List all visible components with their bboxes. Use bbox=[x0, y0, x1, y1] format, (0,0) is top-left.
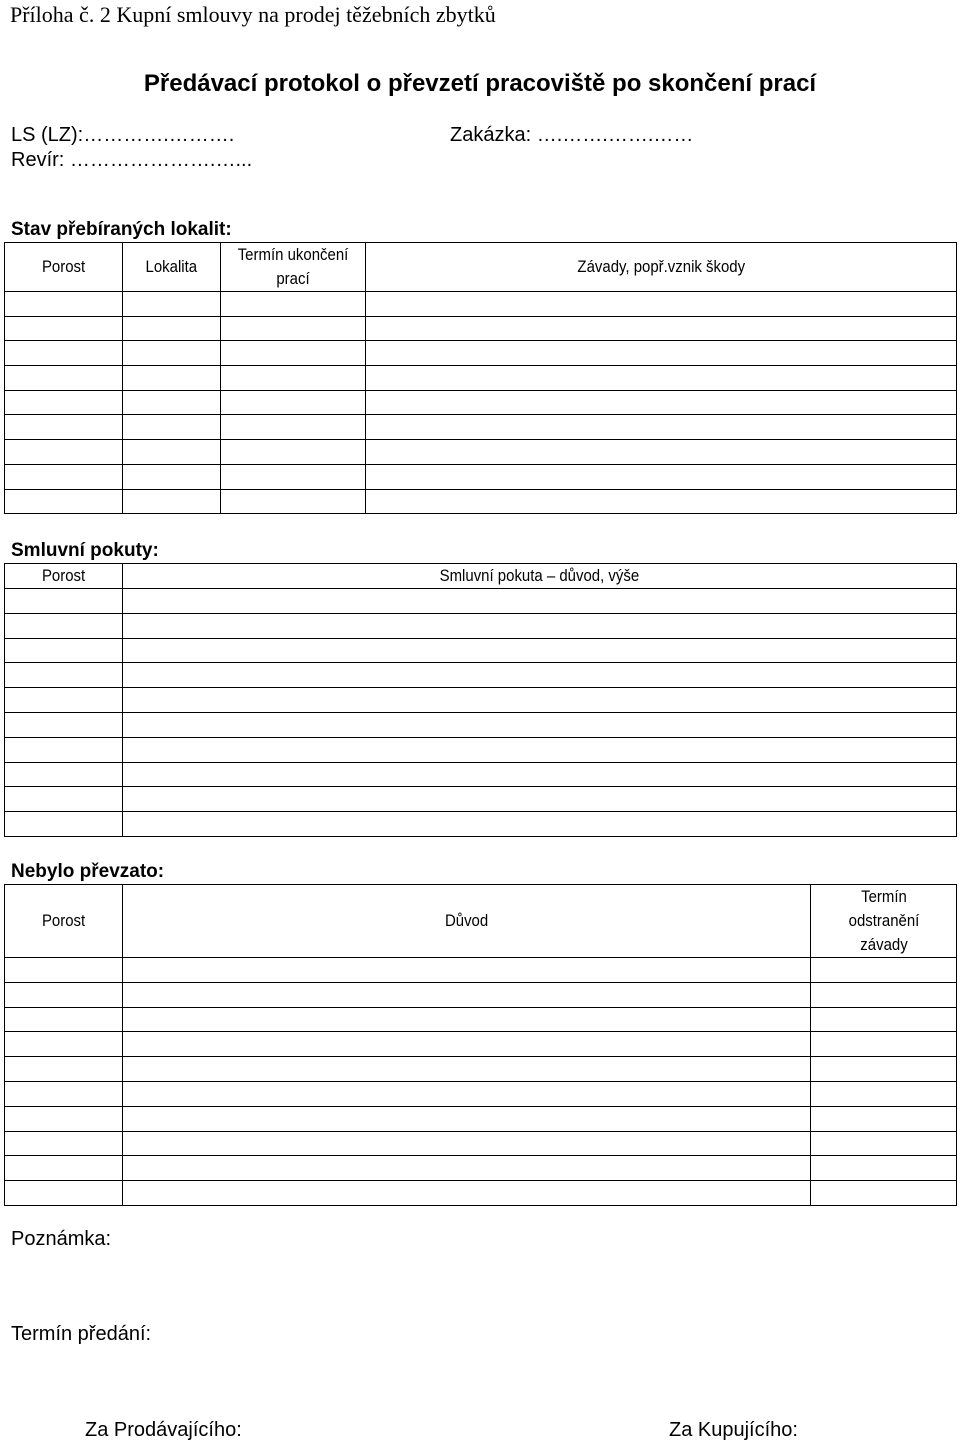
pokuty-table bbox=[4, 563, 957, 837]
table-cell[interactable] bbox=[811, 958, 957, 983]
table-cell[interactable] bbox=[123, 762, 957, 787]
table-cell[interactable] bbox=[5, 1181, 123, 1206]
table-cell[interactable] bbox=[366, 390, 957, 415]
lokality-table bbox=[4, 242, 957, 514]
table-row bbox=[5, 1156, 957, 1181]
col-porost: Porost bbox=[5, 243, 123, 292]
table-row bbox=[5, 663, 957, 688]
table-cell[interactable] bbox=[123, 440, 221, 465]
table-cell[interactable] bbox=[811, 1106, 957, 1131]
signature-buyer-label: Za Kupujícího: bbox=[669, 1419, 798, 1441]
table-cell[interactable] bbox=[5, 1081, 123, 1106]
table-row bbox=[5, 1081, 957, 1106]
table-cell[interactable] bbox=[123, 1181, 811, 1206]
table-cell[interactable] bbox=[5, 1131, 123, 1156]
table-row bbox=[5, 292, 957, 317]
col-duvod: Důvod bbox=[123, 885, 811, 958]
pokuty-table-body bbox=[5, 589, 957, 837]
table-cell[interactable] bbox=[123, 1057, 811, 1082]
table-cell[interactable] bbox=[5, 1057, 123, 1082]
neprevzato-table-body bbox=[5, 958, 957, 1206]
table-cell[interactable] bbox=[221, 415, 366, 440]
table-cell[interactable] bbox=[123, 366, 221, 391]
table-cell[interactable] bbox=[366, 341, 957, 366]
table-cell[interactable] bbox=[123, 1032, 811, 1057]
table-cell[interactable] bbox=[5, 1106, 123, 1131]
table-cell[interactable] bbox=[5, 982, 123, 1007]
table-cell[interactable] bbox=[5, 712, 123, 737]
lokality-table-body bbox=[5, 292, 957, 514]
table-cell[interactable] bbox=[123, 1106, 811, 1131]
table-cell[interactable] bbox=[221, 316, 366, 341]
document-title: Předávací protokol o převzetí pracoviště po skončení prací bbox=[143, 70, 817, 97]
table-cell[interactable] bbox=[5, 464, 123, 489]
table-row bbox=[5, 958, 957, 983]
table-cell[interactable] bbox=[811, 1181, 957, 1206]
table-cell[interactable] bbox=[5, 589, 123, 614]
table-row bbox=[5, 489, 957, 514]
attachment-note: Příloha č. 2 Kupní smlouvy na prodej těžebních zbytků bbox=[10, 2, 496, 27]
table-cell[interactable] bbox=[123, 341, 221, 366]
table-cell[interactable] bbox=[123, 292, 221, 317]
table-row bbox=[5, 1131, 957, 1156]
table-row bbox=[5, 982, 957, 1007]
table-cell[interactable] bbox=[123, 1131, 811, 1156]
table-row bbox=[5, 613, 957, 638]
table-cell[interactable] bbox=[123, 982, 811, 1007]
table-cell[interactable] bbox=[123, 737, 957, 762]
table-cell[interactable] bbox=[5, 958, 123, 983]
table-row bbox=[5, 415, 957, 440]
table-cell[interactable] bbox=[5, 762, 123, 787]
table-cell[interactable] bbox=[221, 292, 366, 317]
col-termin-ukonceni: Termín ukončení prací bbox=[221, 243, 366, 292]
table-cell[interactable] bbox=[5, 737, 123, 762]
table-cell[interactable] bbox=[5, 341, 123, 366]
table-cell[interactable] bbox=[221, 440, 366, 465]
table-row bbox=[5, 762, 957, 787]
table-cell[interactable] bbox=[811, 1032, 957, 1057]
col-smluvni-pokuta: Smluvní pokuta – důvod, výše bbox=[123, 564, 957, 589]
table-row bbox=[5, 1007, 957, 1032]
table-cell[interactable] bbox=[123, 712, 957, 737]
table-cell[interactable] bbox=[366, 415, 957, 440]
col-porost: Porost bbox=[5, 885, 123, 958]
section-pokuty-heading: Smluvní pokuty: bbox=[11, 540, 159, 561]
table-cell[interactable] bbox=[221, 464, 366, 489]
col-lokalita: Lokalita bbox=[123, 243, 221, 292]
table-cell[interactable] bbox=[5, 663, 123, 688]
table-row bbox=[5, 1181, 957, 1206]
col-zavady: Závady, popř.vznik škody bbox=[366, 243, 957, 292]
table-cell[interactable] bbox=[123, 489, 221, 514]
ls-field: LS (LZ):………….………. bbox=[11, 124, 235, 146]
section-lokality-heading: Stav přebíraných lokalit: bbox=[11, 219, 232, 240]
table-cell[interactable] bbox=[123, 1007, 811, 1032]
table-row bbox=[5, 589, 957, 614]
table-cell[interactable] bbox=[123, 787, 957, 812]
neprevzato-table bbox=[4, 884, 957, 1206]
table-row bbox=[5, 638, 957, 663]
table-cell[interactable] bbox=[811, 1156, 957, 1181]
table-row bbox=[5, 812, 957, 837]
table-cell[interactable] bbox=[811, 1007, 957, 1032]
table-row bbox=[5, 1106, 957, 1131]
table-cell[interactable] bbox=[366, 366, 957, 391]
table-header-row bbox=[5, 885, 957, 958]
table-cell[interactable] bbox=[221, 489, 366, 514]
table-cell[interactable] bbox=[811, 1057, 957, 1082]
table-cell[interactable] bbox=[123, 464, 221, 489]
table-row bbox=[5, 390, 957, 415]
table-cell[interactable] bbox=[123, 958, 811, 983]
table-cell[interactable] bbox=[123, 1156, 811, 1181]
table-cell[interactable] bbox=[221, 390, 366, 415]
table-row bbox=[5, 787, 957, 812]
table-header-row bbox=[5, 243, 957, 292]
table-cell[interactable] bbox=[123, 638, 957, 663]
signature-seller-label: Za Prodávajícího: bbox=[85, 1419, 242, 1441]
col-termin-odstraneni: Termín odstranění závady bbox=[811, 885, 957, 958]
table-cell[interactable] bbox=[5, 489, 123, 514]
table-cell[interactable] bbox=[123, 316, 221, 341]
table-row bbox=[5, 316, 957, 341]
table-cell[interactable] bbox=[123, 688, 957, 713]
table-cell[interactable] bbox=[5, 366, 123, 391]
table-cell[interactable] bbox=[123, 613, 957, 638]
table-row bbox=[5, 366, 957, 391]
table-cell[interactable] bbox=[221, 341, 366, 366]
section-neprevzato-heading: Nebylo převzato: bbox=[11, 861, 165, 882]
table-row bbox=[5, 1057, 957, 1082]
table-cell[interactable] bbox=[5, 390, 123, 415]
table-cell[interactable] bbox=[5, 1156, 123, 1181]
table-cell[interactable] bbox=[366, 464, 957, 489]
table-cell[interactable] bbox=[123, 1081, 811, 1106]
table-cell[interactable] bbox=[366, 440, 957, 465]
table-cell[interactable] bbox=[5, 292, 123, 317]
zakazka-field: Zakázka: ….…….…….…… bbox=[450, 124, 694, 146]
poznamka-label: Poznámka: bbox=[11, 1228, 112, 1250]
col-porost: Porost bbox=[5, 564, 123, 589]
table-cell[interactable] bbox=[123, 812, 957, 837]
table-cell[interactable] bbox=[123, 415, 221, 440]
table-cell[interactable] bbox=[123, 663, 957, 688]
table-row bbox=[5, 464, 957, 489]
table-cell[interactable] bbox=[5, 688, 123, 713]
table-cell[interactable] bbox=[5, 812, 123, 837]
table-row bbox=[5, 440, 957, 465]
table-row bbox=[5, 341, 957, 366]
termin-predani-label: Termín předání: bbox=[11, 1323, 152, 1345]
table-cell[interactable] bbox=[5, 1032, 123, 1057]
table-cell[interactable] bbox=[5, 787, 123, 812]
table-cell[interactable] bbox=[5, 316, 123, 341]
table-row bbox=[5, 1032, 957, 1057]
table-cell[interactable] bbox=[811, 982, 957, 1007]
table-cell[interactable] bbox=[123, 589, 957, 614]
table-cell[interactable] bbox=[123, 390, 221, 415]
table-row bbox=[5, 688, 957, 713]
table-cell[interactable] bbox=[5, 638, 123, 663]
table-cell[interactable] bbox=[366, 316, 957, 341]
table-cell[interactable] bbox=[5, 1007, 123, 1032]
table-cell[interactable] bbox=[5, 440, 123, 465]
table-cell[interactable] bbox=[5, 613, 123, 638]
table-header-row bbox=[5, 564, 957, 589]
table-row bbox=[5, 737, 957, 762]
revir-field: Revír: ………………….…... bbox=[11, 149, 253, 171]
table-cell[interactable] bbox=[221, 366, 366, 391]
table-cell[interactable] bbox=[366, 489, 957, 514]
table-cell[interactable] bbox=[5, 415, 123, 440]
table-cell[interactable] bbox=[811, 1131, 957, 1156]
table-cell[interactable] bbox=[366, 292, 957, 317]
table-row bbox=[5, 712, 957, 737]
table-cell[interactable] bbox=[811, 1081, 957, 1106]
